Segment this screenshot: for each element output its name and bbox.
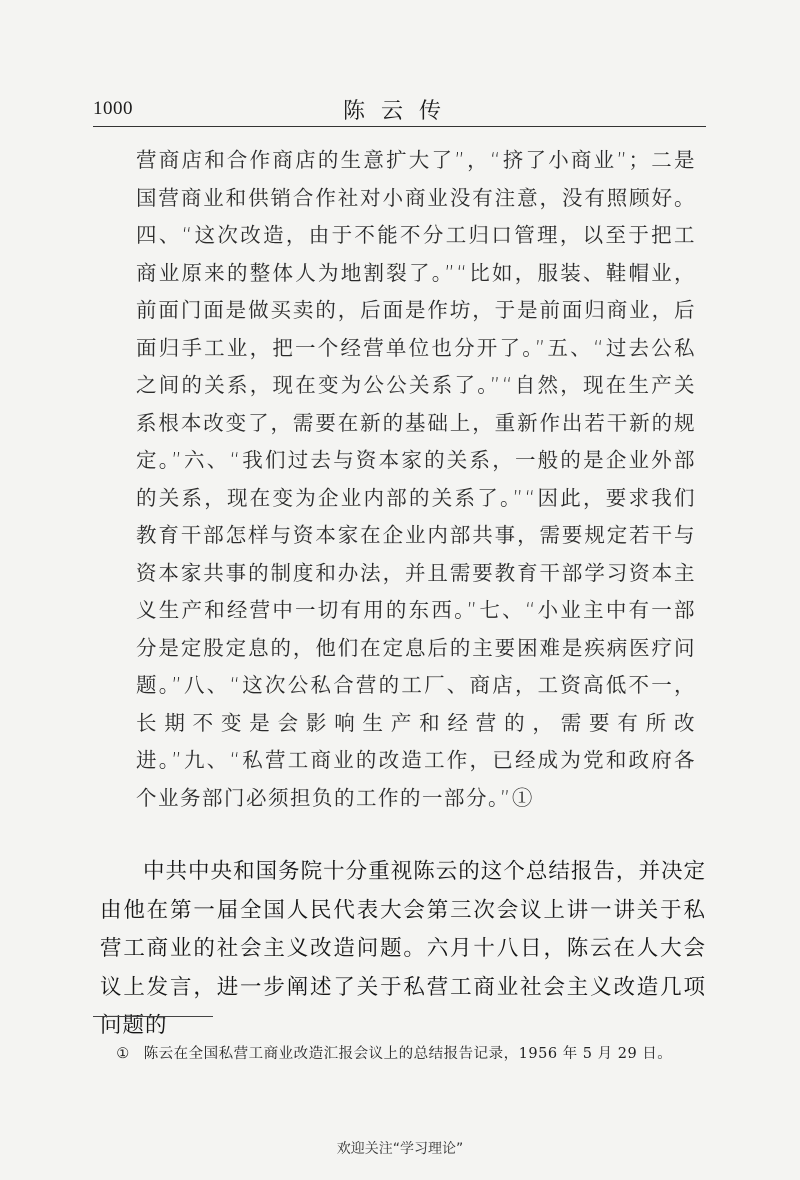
- quoted-report-text: [136, 142, 696, 817]
- footnote-text: 陈云在全国私营工商业改造汇报会议上的总结报告记录，1956 年 5 月 29 日。: [143, 1046, 673, 1062]
- quote-paragraph: 营商店和合作商店的生意扩大了”，“挤了小商业”；二是国营商业和供销合作社对小商业没有注意，没有照顾好。四、“这次改造，由于不能不分工归口管理，以至于把工商业原来的整体人为地割裂了。”“比如，服装、鞋帽业，前面门面是做买卖的，后面是作坊，于是前面归商业，后面归手工业，把一个经营单位也分开了。”五、“过去公私之间的关系，现在变为公公关系了。”“自然，现在生产关系根本改变了，需要在新的基础上，重新作出若干新的规定。”六、“我们过去与资本家的关系，一般的是企业外部的关系，现在变为企业内部的关系了。”“因此，要求我们教育干部怎样与资本家在企业内部共事，需要规定若干与资本家共事的制度和办法，并且需要教育干部学习资本主义生产和经营中一切有用的东西。”七、“小业主中有一部分是定股定息的，他们在定息后的主要困难是疾病医疗问题。”八、“这次公私合营的工厂、商店，工资高低不一，长期不变是会影响生产和经营的，需要有所改进。”九、“私营工商业的改造工作，已经成为党和政府各个业务部门必须担负的工作的一部分。”①: [136, 148, 696, 810]
- page-number: 1000: [93, 98, 133, 119]
- body-paragraph: 中共中央和国务院十分重视陈云的这个总结报告，并决定由他在第一届全国人民代表大会第三次会议上讲一讲关于私营工商业的社会主义改造问题。六月十八日，陈云在人大会议上发言，进一步阐述了关于私营工商业社会主义改造几项问题的: [100, 859, 706, 1038]
- header-rule: [93, 126, 706, 127]
- watermark-caption: 欢迎关注“学习理论”: [336, 1141, 464, 1157]
- running-title: 陈云传: [342, 99, 457, 124]
- footnote: [93, 1040, 706, 1068]
- footnote-marker: ①: [116, 1046, 130, 1062]
- footnote-rule: [93, 1016, 213, 1017]
